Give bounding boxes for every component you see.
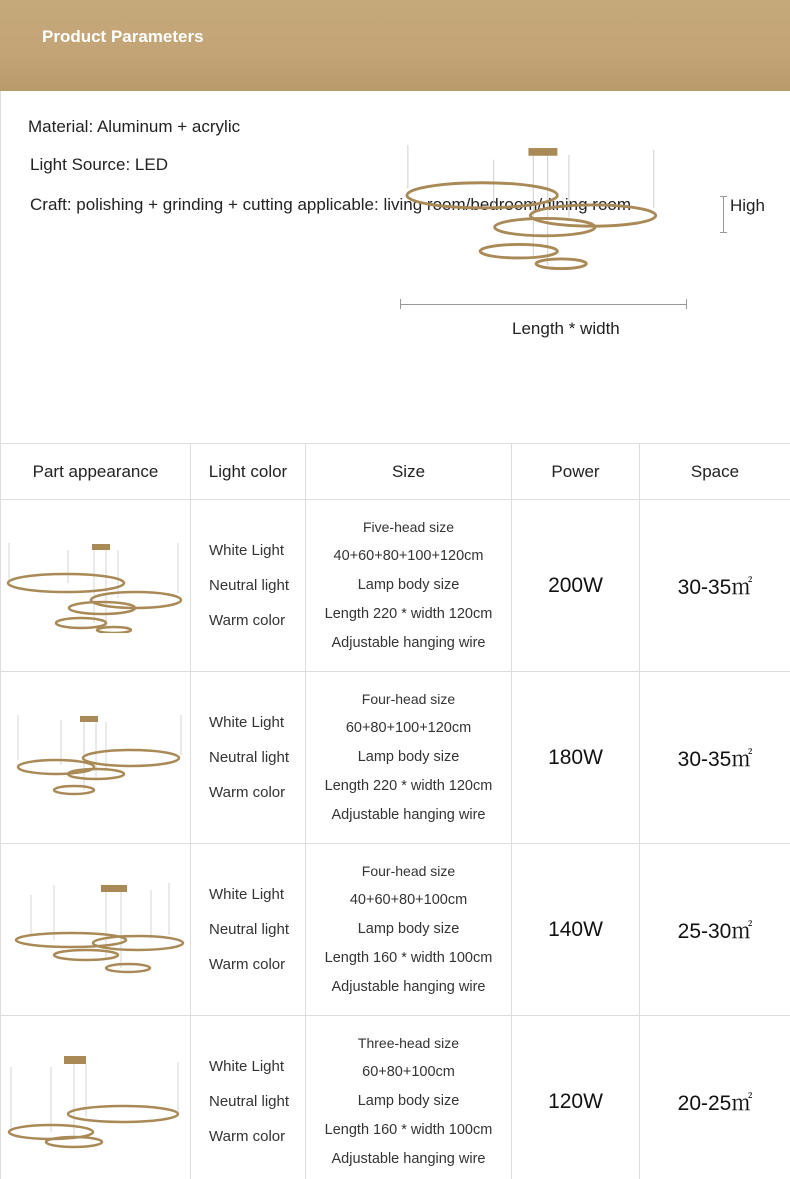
header-light-color: Light color xyxy=(191,444,306,500)
space-value: 30-35㎡ xyxy=(640,500,790,672)
light-source-spec: Light Source: LED xyxy=(30,155,168,174)
size-title: Four-head size xyxy=(361,691,456,707)
size-title: Five-head size xyxy=(362,519,455,535)
size-label: Lamp body size xyxy=(357,1093,460,1109)
length-dimension-label: Length * width xyxy=(512,319,620,338)
light-color-cell xyxy=(191,1016,306,1179)
size-dimensions: 60+80+100cm xyxy=(362,1064,455,1080)
size-label: Lamp body size xyxy=(357,749,460,765)
size-title: Four-head size xyxy=(361,863,456,879)
light-color-option: Warm color xyxy=(209,1128,286,1145)
size-wire: Adjustable hanging wire xyxy=(331,635,486,651)
part-image-cell xyxy=(1,844,191,1016)
five-ring-chandelier-icon xyxy=(6,538,186,633)
length-dimension-line xyxy=(400,304,687,305)
size-dimensions: 40+60+80+100+120cm xyxy=(333,548,484,564)
light-color-option: White Light xyxy=(209,542,285,559)
table-row xyxy=(1,1016,790,1179)
size-wire: Adjustable hanging wire xyxy=(331,979,486,995)
size-cell xyxy=(306,1016,512,1179)
light-color-cell xyxy=(191,844,306,1016)
size-wire: Adjustable hanging wire xyxy=(331,1151,486,1167)
power-value: 120W xyxy=(512,1016,640,1179)
light-color-option: Warm color xyxy=(209,612,286,629)
light-color-option: Neutral light xyxy=(209,1093,290,1110)
light-color-option: Neutral light xyxy=(209,921,290,938)
part-image-cell xyxy=(1,672,191,844)
table-row xyxy=(1,672,790,844)
light-color-cell xyxy=(191,672,306,844)
light-color-option: Warm color xyxy=(209,956,286,973)
light-color-cell xyxy=(191,500,306,672)
size-body: Length 220 * width 120cm xyxy=(324,606,493,622)
space-value: 30-35㎡ xyxy=(640,672,790,844)
three-ring-chandelier-icon xyxy=(6,1052,186,1152)
chandelier-hero-image xyxy=(405,128,675,278)
space-value: 25-30㎡ xyxy=(640,844,790,1016)
size-title: Three-head size xyxy=(357,1035,460,1051)
header-banner xyxy=(0,0,790,91)
power-value: 200W xyxy=(512,500,640,672)
size-label: Lamp body size xyxy=(357,577,460,593)
part-image-cell xyxy=(1,500,191,672)
applicable-text: applicable: living room/bedroom/dining room xyxy=(297,195,632,214)
header-size: Size xyxy=(306,444,512,500)
header-part-appearance: Part appearance xyxy=(1,444,191,500)
table-row xyxy=(1,500,790,672)
header-space: Space xyxy=(640,444,790,500)
light-color-option: White Light xyxy=(209,1058,285,1075)
size-cell xyxy=(306,672,512,844)
craft-text: Craft: polishing + grinding + cutting xyxy=(30,195,293,214)
size-dimensions: 60+80+100+120cm xyxy=(345,720,472,736)
material-spec: Material: Aluminum + acrylic xyxy=(28,117,241,136)
space-value: 20-25㎡ xyxy=(640,1016,790,1179)
size-dimensions: 40+60+80+100cm xyxy=(349,892,468,908)
size-body: Length 220 * width 120cm xyxy=(324,778,493,794)
light-color-option: White Light xyxy=(209,714,285,731)
light-color-option: Neutral light xyxy=(209,577,290,594)
size-body: Length 160 * width 100cm xyxy=(324,1122,493,1138)
height-dimension-line xyxy=(723,196,724,233)
light-color-option: White Light xyxy=(209,886,285,903)
power-value: 180W xyxy=(512,672,640,844)
size-label: Lamp body size xyxy=(357,921,460,937)
four-ring-chandelier-icon xyxy=(6,880,186,980)
light-color-option: Neutral light xyxy=(209,749,290,766)
four-ring-chandelier-icon xyxy=(6,710,186,805)
table-header-row xyxy=(1,444,790,500)
size-cell xyxy=(306,844,512,1016)
size-cell xyxy=(306,500,512,672)
power-value: 140W xyxy=(512,844,640,1016)
parameters-table xyxy=(0,443,790,1179)
part-image-cell xyxy=(1,1016,191,1179)
size-body: Length 160 * width 100cm xyxy=(324,950,493,966)
light-color-option: Warm color xyxy=(209,784,286,801)
page-title: Product Parameters xyxy=(42,27,204,46)
height-dimension-label: High xyxy=(730,196,765,215)
table-row xyxy=(1,844,790,1016)
size-wire: Adjustable hanging wire xyxy=(331,807,486,823)
header-power: Power xyxy=(512,444,640,500)
